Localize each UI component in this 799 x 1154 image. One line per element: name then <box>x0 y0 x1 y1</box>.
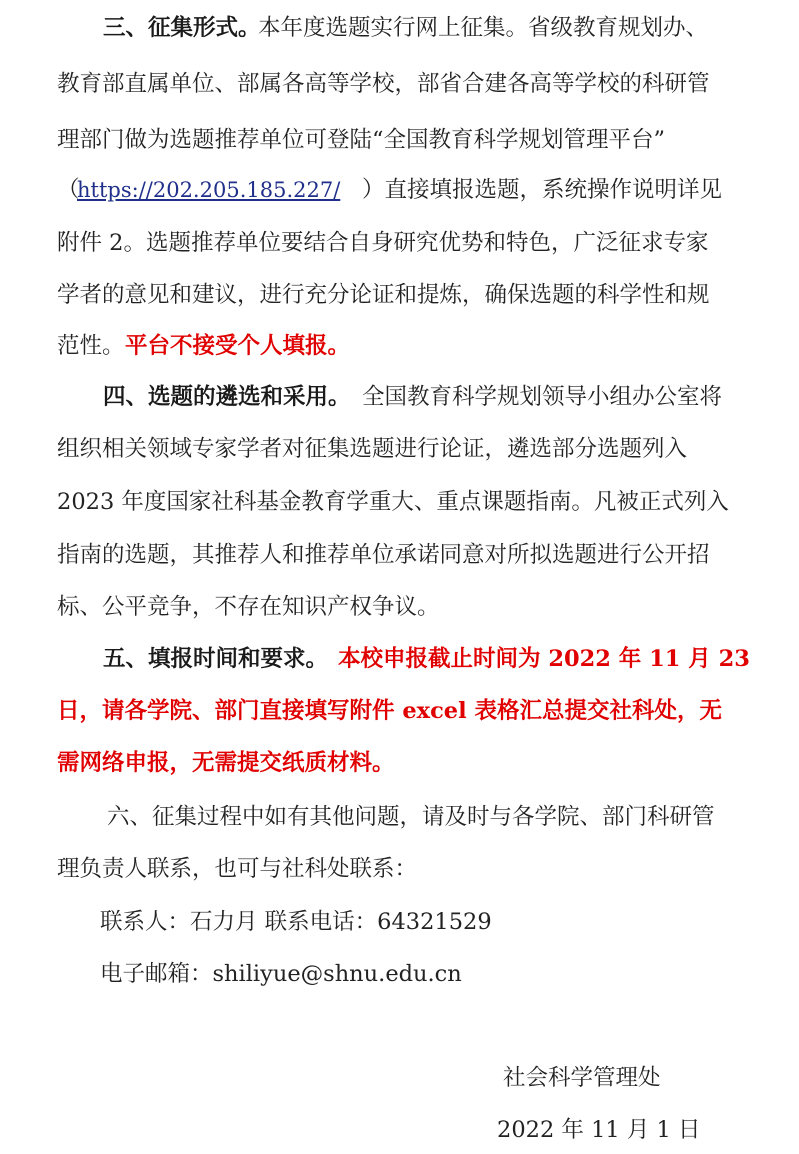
s5-text-3: 需网络申报，无需提交纸质材料。 <box>57 750 395 776</box>
s5-text-2: 日，请各学院、部门直接填写附件 excel 表格汇总提交社科处，无 <box>57 698 722 724</box>
s3-line-5 <box>0 223 799 263</box>
s5-line-2 <box>0 691 799 731</box>
s3-heading: 三、征集形式。 <box>103 15 261 41</box>
s3-line-3 <box>0 120 799 160</box>
s3-text-4: ）直接填报选题，系统操作说明详见 <box>362 177 723 203</box>
s3-line-1 <box>0 8 799 48</box>
s4-text-2: 组织相关领域专家学者对征集选题进行论证，遴选部分选题列入 <box>57 436 688 462</box>
s3-line-6 <box>0 275 799 315</box>
contact-email: 电子邮箱：shiliyue@shnu.edu.cn <box>100 961 462 987</box>
s6-line-2 <box>0 849 799 889</box>
s4-line-5 <box>0 587 799 627</box>
s5-deadline: 本校申报截止时间为 2022 年 11 月 23 <box>338 646 750 672</box>
s5-line-3 <box>0 743 799 783</box>
s3-paren-open: （ <box>57 177 80 203</box>
s4-line-1 <box>0 377 799 417</box>
s3-line-4 <box>0 170 799 210</box>
contact-line-email <box>0 954 799 994</box>
signature-org: 社会科学管理处 <box>503 1065 661 1091</box>
platform-link[interactable]: https://202.205.185.227/ <box>77 178 341 202</box>
signature-date-line <box>0 1110 799 1150</box>
s5-heading: 五、填报时间和要求。 <box>103 646 329 672</box>
s3-text-1: 本年度选题实行网上征集。省级教育规划办、 <box>258 15 709 41</box>
s3-text-5: 附件 2。选题推荐单位要结合自身研究优势和特色，广泛征求专家 <box>57 230 709 256</box>
s4-text-1: 全国教育科学规划领导小组办公室将 <box>362 384 723 410</box>
contact-line-person <box>0 902 799 942</box>
s5-line-1 <box>0 639 799 679</box>
s3-text-3: 理部门做为选题推荐单位可登陆“全国教育科学规划管理平台” <box>57 127 666 153</box>
contact-person: 联系人：石力月 联系电话：64321529 <box>100 909 492 935</box>
s3-text-7: 范性。 <box>57 333 125 359</box>
s4-text-3: 2023 年度国家社科基金教育学重大、重点课题指南。凡被正式列入 <box>57 489 729 515</box>
s4-line-4 <box>0 535 799 575</box>
s3-notice: 平台不接受个人填报。 <box>125 333 351 359</box>
s4-text-5: 标、公平竞争，不存在知识产权争议。 <box>57 594 440 620</box>
s6-text-1: 六、征集过程中如有其他问题，请及时与各学院、部门科研管 <box>107 804 715 830</box>
s3-text-6: 学者的意见和建议，进行充分论证和提炼，确保选题的科学性和规 <box>57 282 710 308</box>
s4-line-2 <box>0 429 799 469</box>
s4-text-4: 指南的选题，其推荐人和推荐单位承诺同意对所拟选题进行公开招 <box>57 542 710 568</box>
s3-line-2 <box>0 64 799 104</box>
s4-heading: 四、选题的遴选和采用。 <box>103 384 351 410</box>
s6-line-1 <box>0 797 799 837</box>
s4-line-3 <box>0 482 799 522</box>
s3-text-2: 教育部直属单位、部属各高等学校，部省合建各高等学校的科研管 <box>57 71 710 97</box>
s6-text-2: 理负责人联系，也可与社科处联系： <box>57 856 418 882</box>
signature-date: 2022 年 11 月 1 日 <box>497 1117 701 1143</box>
signature-org-line <box>0 1058 799 1098</box>
s3-line-7 <box>0 326 799 366</box>
